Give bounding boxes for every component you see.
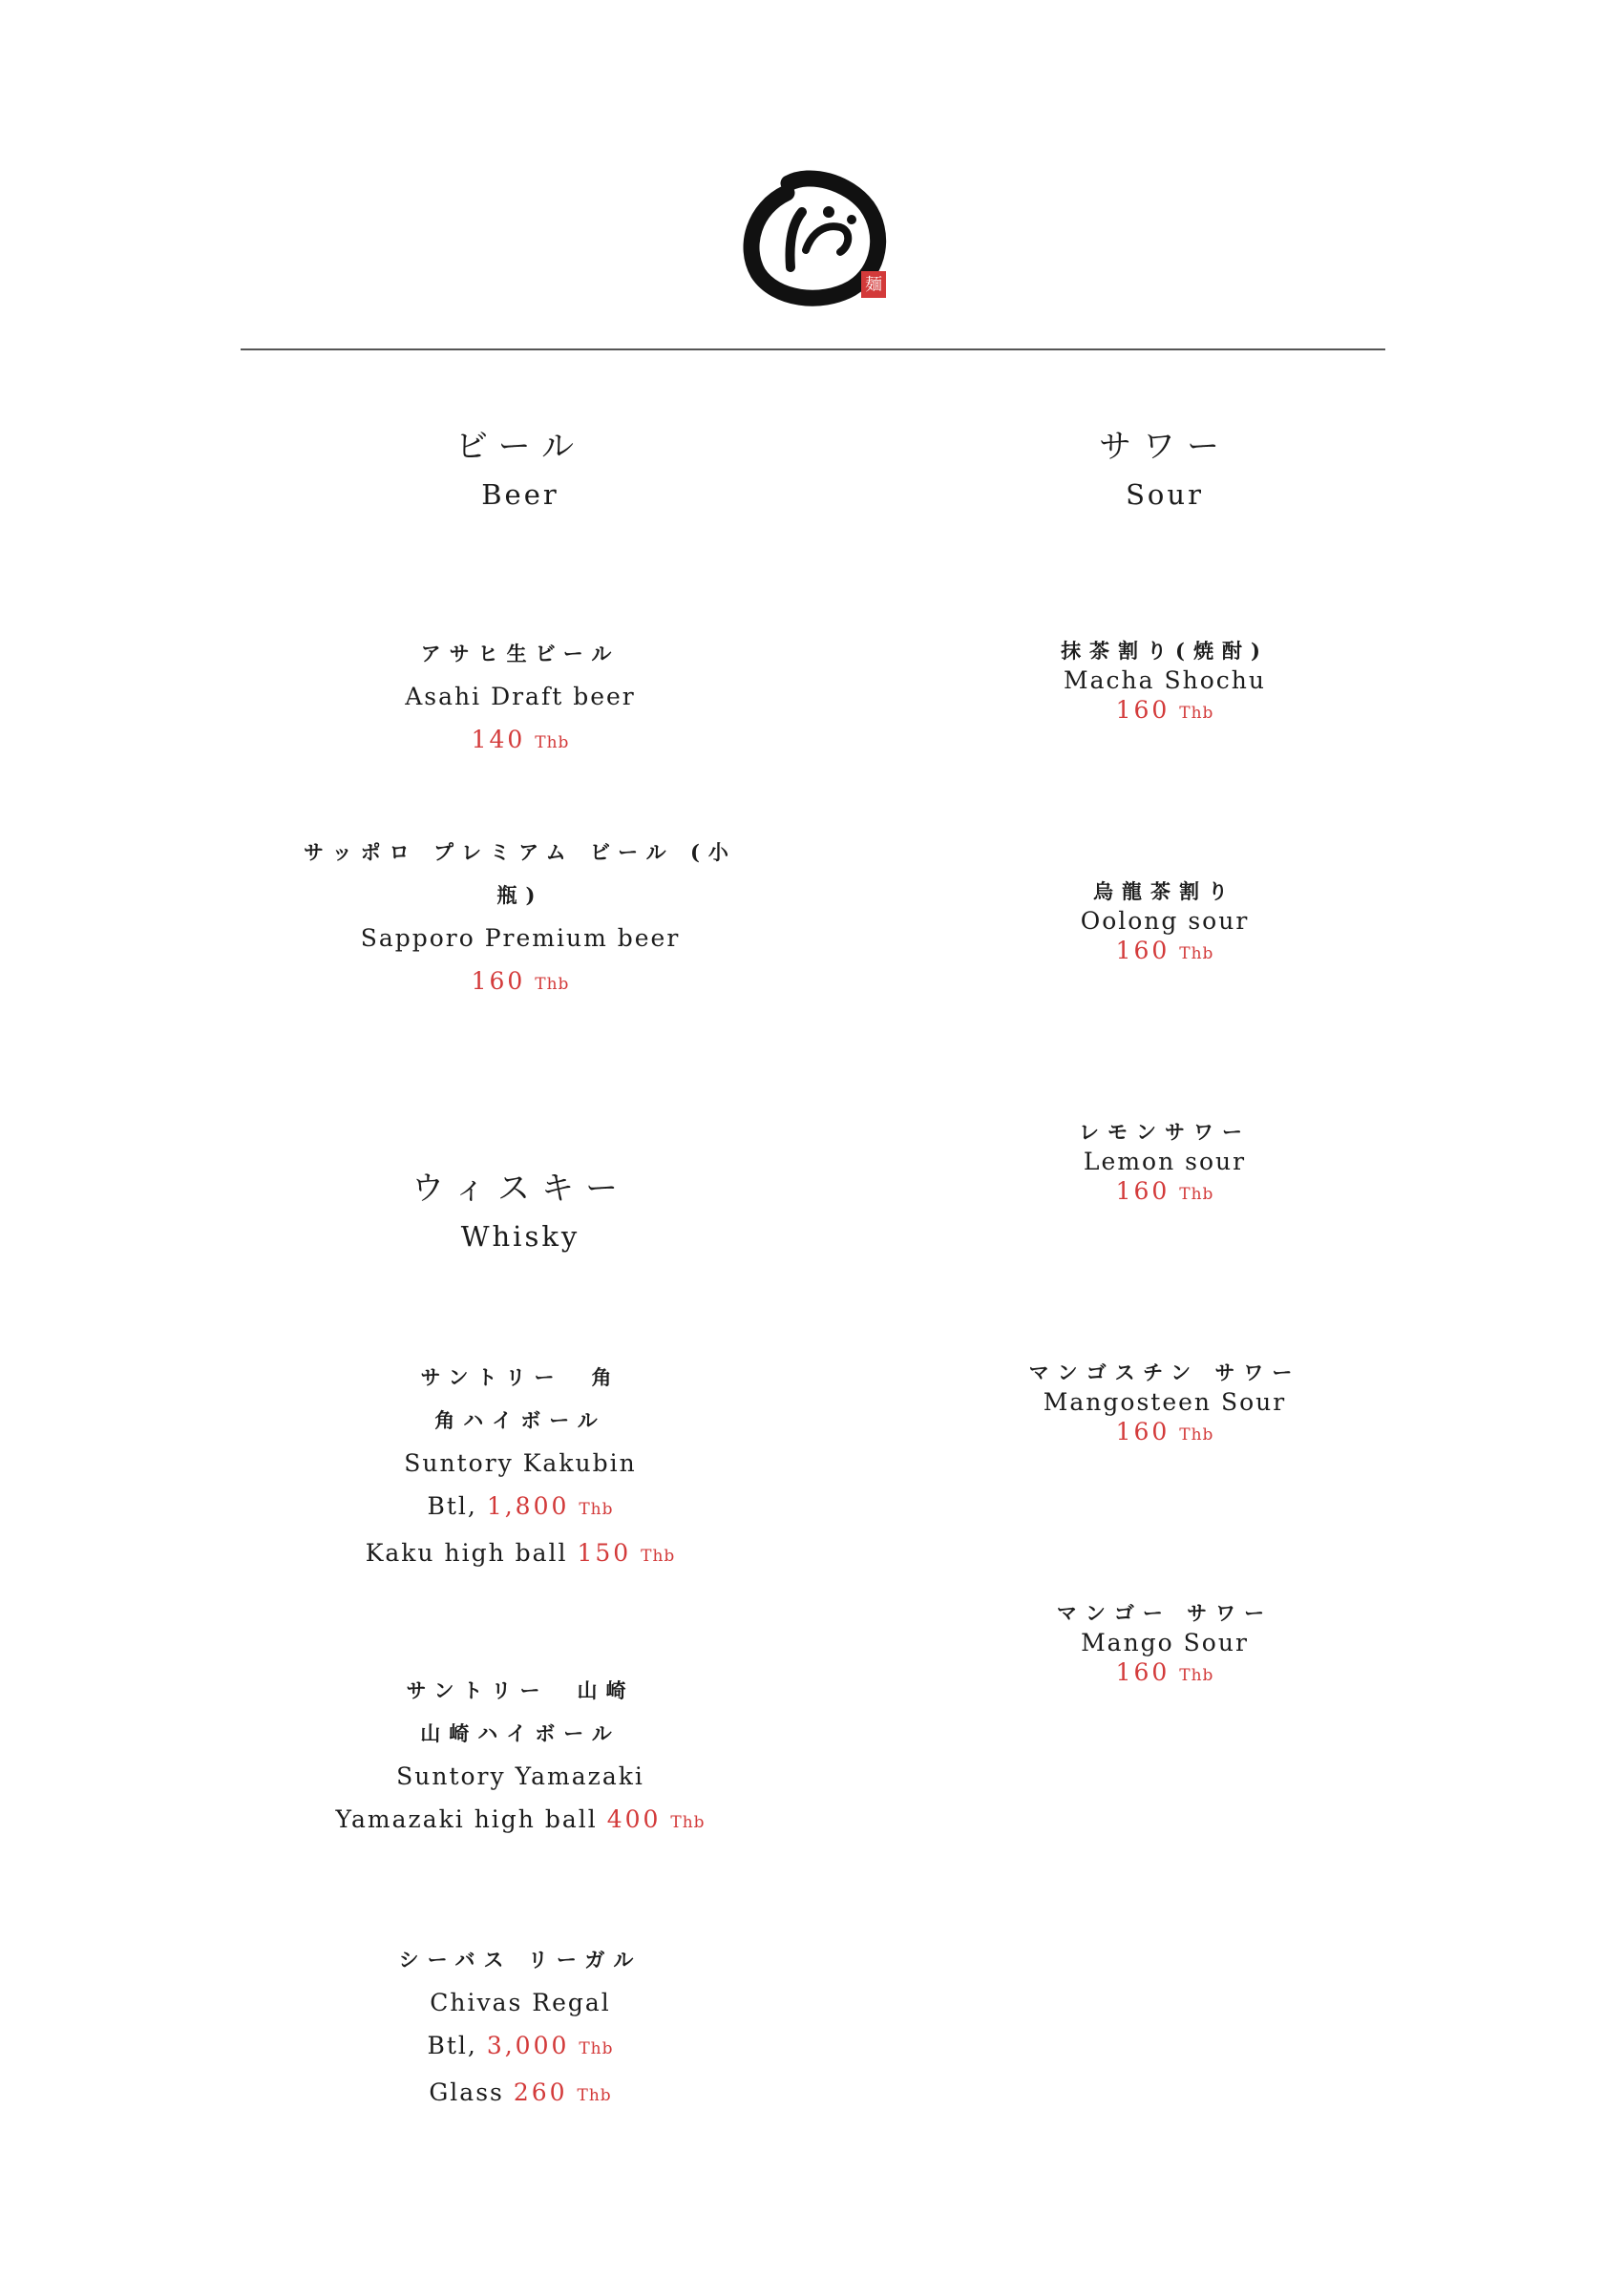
item-name-jp: 抹茶割り(焼酎) bbox=[1061, 639, 1269, 663]
menu-item-mangosteen-sour bbox=[955, 1358, 1375, 1450]
left-column bbox=[286, 0, 754, 2278]
menu-item-lemon-sour bbox=[955, 1117, 1375, 1210]
menu-item-sapporo bbox=[286, 831, 754, 1006]
whisky-section-header bbox=[286, 1170, 754, 1255]
menu-item-kakubin bbox=[286, 1356, 754, 1578]
item-price: 160 Thb bbox=[1115, 937, 1214, 964]
menu-item-yamazaki bbox=[286, 1669, 754, 1845]
item-price: 160 Thb bbox=[1115, 1418, 1214, 1445]
menu-item-oolong-sour bbox=[955, 876, 1375, 969]
item-name-en: Asahi Draft beer bbox=[405, 683, 636, 710]
item-price: 160 Thb bbox=[1115, 1658, 1214, 1686]
item-glass-price-line: Glass 260 Thb bbox=[429, 2078, 612, 2106]
sour-section-header bbox=[955, 428, 1375, 514]
item-name-en: Mango Sour bbox=[1081, 1629, 1249, 1656]
item-bottle-price-line: Btl, 3,000 Thb bbox=[427, 2032, 614, 2059]
whisky-title-en: Whisky bbox=[460, 1220, 580, 1253]
menu-item-asahi bbox=[286, 632, 754, 765]
item-bottle-price-line: Btl, 1,800 Thb bbox=[427, 1492, 614, 1520]
right-column bbox=[955, 0, 1375, 2278]
menu-item-chivas bbox=[286, 1938, 754, 2118]
item-name-jp: マンゴスチン サワー bbox=[1028, 1360, 1301, 1384]
svg-text:麺: 麺 bbox=[865, 275, 882, 295]
item-price: 160 Thb bbox=[1115, 1177, 1214, 1205]
item-name-jp: サントリー 角 bbox=[420, 1365, 621, 1389]
item-name-en: Suntory Yamazaki bbox=[396, 1762, 644, 1790]
item-name-jp: レモンサワー bbox=[1079, 1120, 1251, 1144]
item-name-jp-sub: 角ハイボール bbox=[434, 1408, 606, 1432]
item-name-jp: シーバス リーガル bbox=[398, 1948, 643, 1972]
brush-circle-logo-icon bbox=[733, 155, 896, 307]
menu-item-macha-shochu bbox=[955, 636, 1375, 728]
item-name-en: Chivas Regal bbox=[430, 1989, 611, 2016]
item-name-jp: マンゴー サワー bbox=[1056, 1601, 1274, 1625]
item-name-en: Mangosteen Sour bbox=[1043, 1388, 1287, 1416]
item-name-en: Lemon sour bbox=[1083, 1148, 1247, 1175]
whisky-title-jp: ウィスキー bbox=[411, 1170, 629, 1208]
menu-item-mango-sour bbox=[955, 1598, 1375, 1691]
sour-title-en: Sour bbox=[1126, 478, 1204, 511]
item-name-jp-sub: 山崎ハイボール bbox=[420, 1721, 621, 1745]
item-name-en: Oolong sour bbox=[1080, 907, 1250, 935]
item-name-en: Sapporo Premium beer bbox=[360, 924, 681, 952]
item-price: 160 Thb bbox=[1115, 696, 1214, 724]
item-name-jp: サッポロ プレミアム ビール (小瓶) bbox=[304, 840, 737, 907]
item-name-en: Suntory Kakubin bbox=[404, 1449, 637, 1477]
restaurant-logo bbox=[733, 155, 896, 307]
beer-title-jp: ビール bbox=[455, 428, 585, 466]
item-price: 140 Thb bbox=[471, 726, 570, 753]
item-highball-price-line: Kaku high ball 150 Thb bbox=[365, 1539, 676, 1567]
item-name-jp: 烏龍茶割り bbox=[1093, 879, 1236, 903]
item-highball-price-line: Yamazaki high ball 400 Thb bbox=[335, 1805, 706, 1833]
item-name-jp: サントリー 山崎 bbox=[406, 1678, 635, 1702]
beer-section-header bbox=[286, 428, 754, 514]
beer-title-en: Beer bbox=[481, 478, 559, 511]
item-price: 160 Thb bbox=[471, 967, 570, 995]
sour-title-jp: サワー bbox=[1099, 428, 1231, 466]
item-name-en: Macha Shochu bbox=[1064, 666, 1266, 694]
item-name-jp: アサヒ生ビール bbox=[420, 642, 621, 665]
